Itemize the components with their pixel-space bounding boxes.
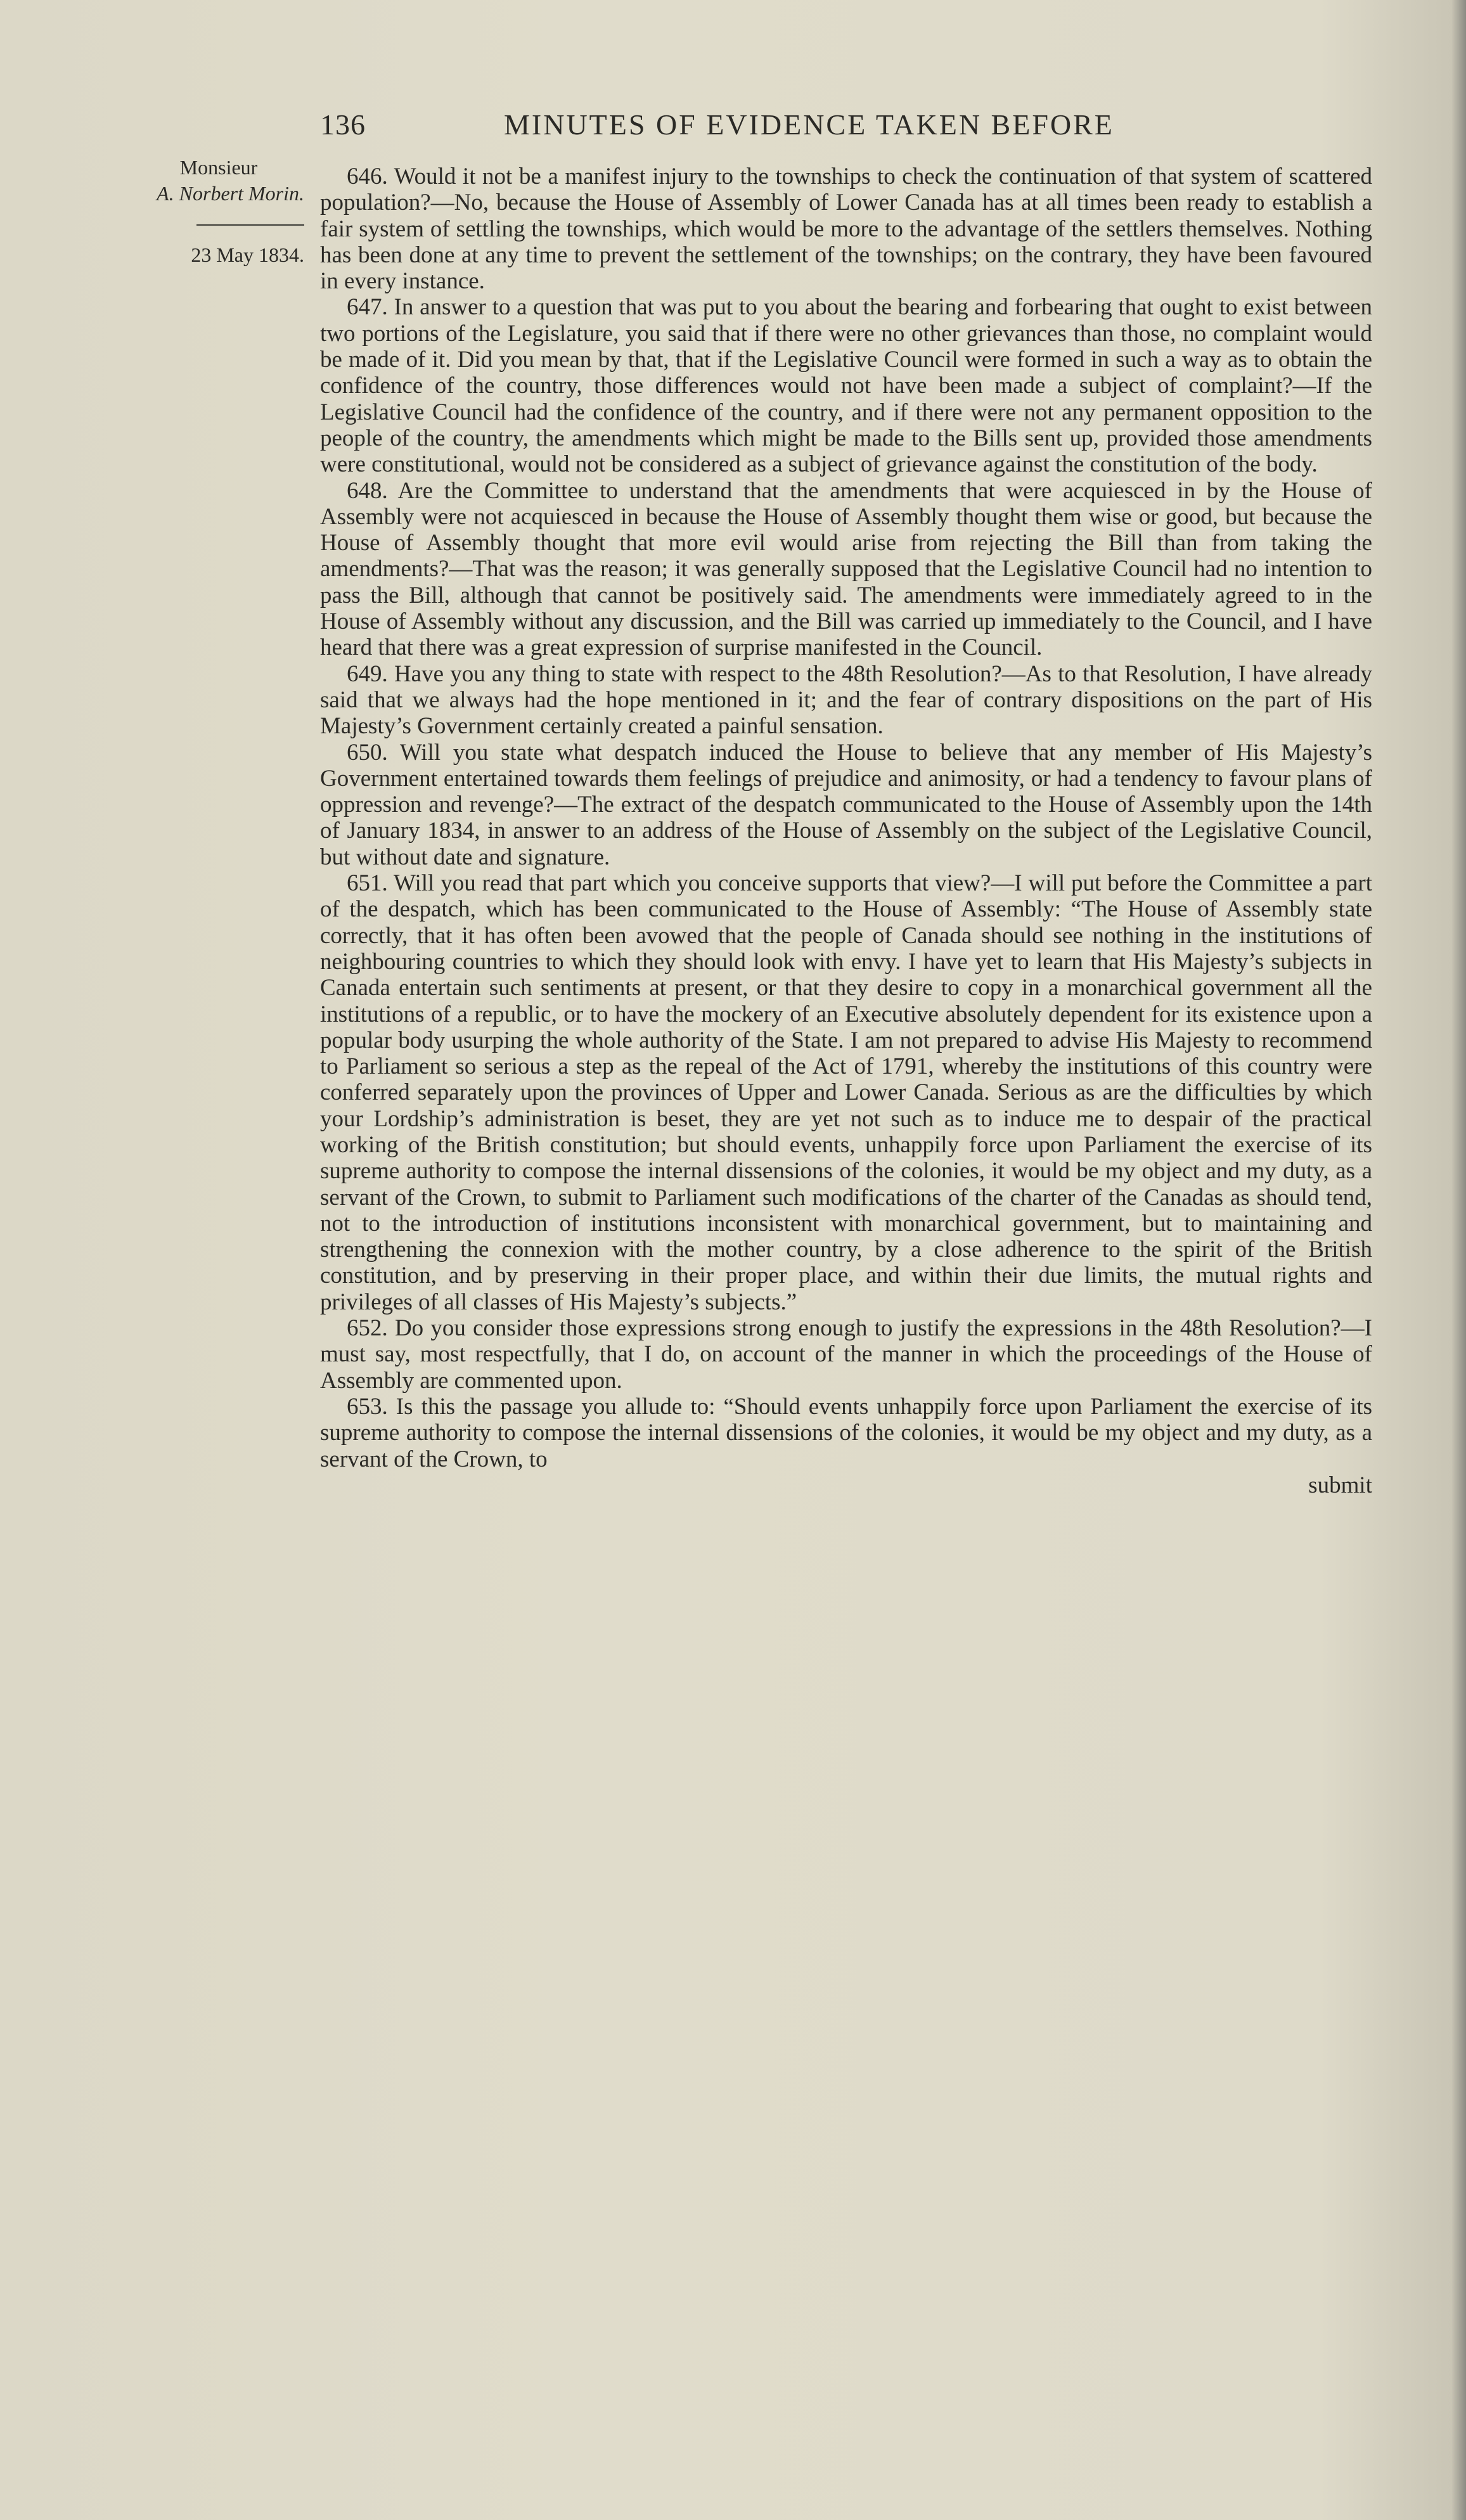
question-650: 650. Will you state what despatch induced the House to believe that any member of His Majesty’s Government entertained towards them feelings of prejudice and animosity, or had a tendency to favour plans of oppression and revenge?—The extract of the despatch communicated to the House of Assembly upon the 14th of January 1834, in answer to an address of the House of Assembly on the subject of the Legislative Council, but without date and signature.: [320, 739, 1372, 870]
question-647: 647. In answer to a question that was put to you about the bearing and forbearing that ought to exist between two portions of the Legislature, you said that if there were no other grievances than those, no complaint would be made of it. Did you mean by that, that if the Legislative Council were formed in such a way as to obtain the confidence of the country, those differences would not have been made a subject of complaint?—If the Legislative Council had the confidence of the country, and if there were not any permanent opposition to the people of the country, the amendments which might be made to the Bills sent up, provided those amendments were constitutional, would not be considered as a subject of grievance against the constitution of the body.: [320, 294, 1372, 478]
testimony-body: [320, 164, 1372, 1498]
question-651: 651. Will you read that part which you conceive supports that view?—I will put before the Committee a part of the despatch, which has been communicated to the House of Assembly: “The House of Assembly state correctly, that it has often been avowed that the people of Canada should see nothing in the institutions of neighbouring countries to which they should look with envy. I have yet to learn that His Majesty’s subjects in Canada entertain such sentiments at present, or that they desire to copy in a monarchical government all the institutions of a republic, or to have the mockery of an Executive absolutely dependent for its existence upon a popular body usurping the whole authority of the State. I am not prepared to advise His Majesty to recommend to Parliament so serious a step as the repeal of the Act of 1791, whereby the institutions of this country were conferred separately upon the provinces of Upper and Lower Canada. Serious as are the difficulties by which your Lordship’s administration is beset, they are yet not such as to induce me to despair of the practical working of the British constitution; but should events, unhappily force upon Parliament the exercise of its supreme authority to compose the internal dissensions of the colonies, it would be my object and my duty, as a servant of the Crown, to submit to Parliament such modifications of the charter of the Canadas as should tend, not to the introduction of institutions inconsistent with monarchical government, but to maintaining and strengthening the connexion with the mother country, by a close adherence to the spirit of the British constitution, and by preserving in their proper place, and within their due limits, the mutual rights and privileges of all classes of His Majesty’s subjects.”: [320, 870, 1372, 1315]
page-number: 136: [320, 108, 366, 141]
margin-note: [95, 155, 304, 267]
witness-name: A. Norbert Morin.: [157, 182, 304, 205]
testimony-date: 23 May 1834.: [191, 243, 304, 266]
question-652: 652. Do you consider those expressions strong enough to justify the expressions in the 48th Resolution?—I must say, most respectfully, that I do, on account of the manner in which the proceedings of the House of Assembly are commented upon.: [320, 1315, 1372, 1394]
question-649: 649. Have you any thing to state with respect to the 48th Resolution?—As to that Resolution, I have already said that we always had the hope mentioned in it; and the fear of contrary dispositions on the part of His Majesty’s Government certainly created a painful sensation.: [320, 660, 1372, 740]
question-653: 653. Is this the passage you allude to: “Should events unhappily force upon Parliament the exercise of its supreme authority to compose the internal dissensions of the colonies, it would be my object and my duty, as a servant of the Crown, to: [320, 1393, 1372, 1472]
question-648: 648. Are the Committee to understand that the amendments that were acquiesced in by the House of Assembly were not acquiesced in because the House of Assembly thought them wise or good, but because the House of Assembly thought that more evil would arise from rejecting the Bill than from taking the amendments?—That was the reason; it was generally supposed that the Legislative Council had no intention to pass the Bill, although that cannot be positively said. The amendments were immediately agreed to in the House of Assembly without any discussion, and the Bill was carried up immediately to the Council, and I have heard that there was a great expression of surprise manifested in the Council.: [320, 477, 1372, 661]
catchword: submit: [1308, 1472, 1372, 1498]
witness-title: Monsieur: [179, 156, 258, 179]
question-646: 646. Would it not be a manifest injury to the townships to check the continuation of that system of scattered population?—No, because the House of Assembly of Lower Canada has at all times been ready to establish a fair system of settling the townships, which would be more to the advantage of the settlers themselves. Nothing has been done at any time to prevent the settlement of the townships; on the contrary, they have been favoured in every instance.: [320, 164, 1372, 295]
running-title: MINUTES OF EVIDENCE TAKEN BEFORE: [504, 108, 1114, 141]
margin-rule: [196, 224, 304, 226]
